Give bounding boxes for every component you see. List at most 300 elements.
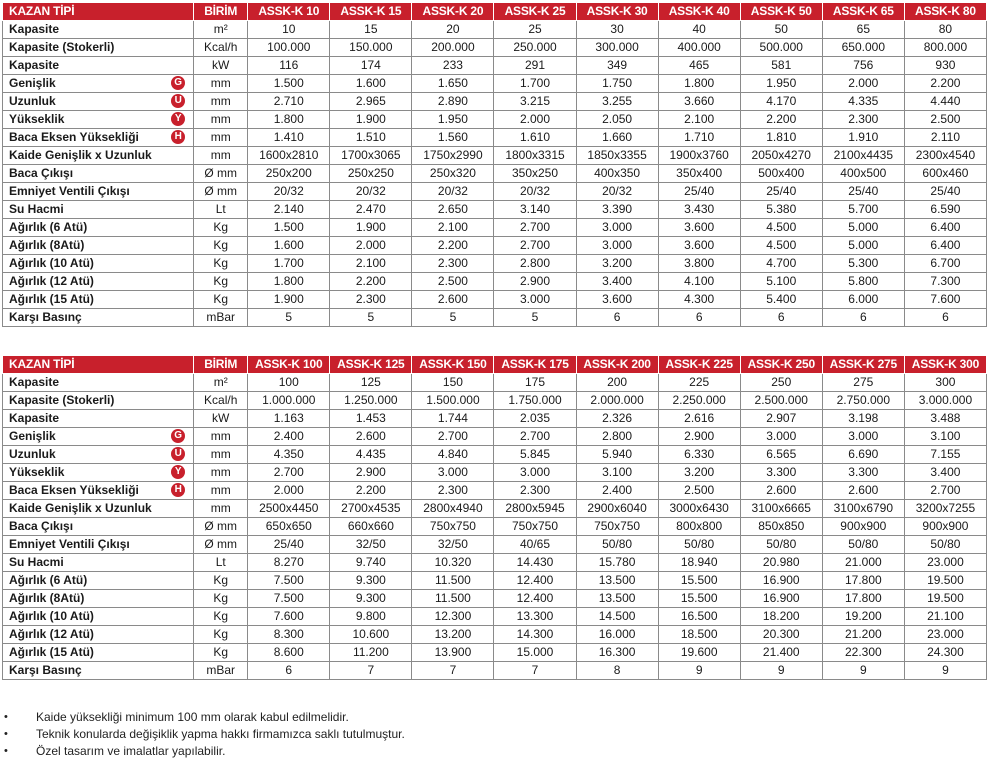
unit-cell: mm: [194, 111, 248, 129]
value-cell: 750x750: [412, 518, 494, 536]
value-cell: 5: [494, 309, 576, 327]
value-cell: 2.300: [412, 255, 494, 273]
value-cell: 30: [576, 21, 658, 39]
value-cell: 4.700: [740, 255, 822, 273]
value-cell: 2.750.000: [822, 392, 904, 410]
row-label-cell: [3, 237, 194, 255]
value-cell: 1600x2810: [248, 147, 330, 165]
value-cell: 1.500: [248, 219, 330, 237]
value-cell: 1.800: [658, 75, 740, 93]
value-cell: 3.100: [576, 464, 658, 482]
value-cell: 19.500: [904, 590, 986, 608]
value-cell: 3.000: [740, 428, 822, 446]
table-row: [3, 165, 987, 183]
unit-cell: mm: [194, 428, 248, 446]
value-cell: 2.616: [658, 410, 740, 428]
value-cell: 291: [494, 57, 576, 75]
header-model: ASSK-K 225: [658, 356, 740, 374]
value-cell: 600x460: [904, 165, 986, 183]
row-label-cell: [3, 255, 194, 273]
value-cell: 7: [412, 662, 494, 680]
value-cell: 4.435: [330, 446, 412, 464]
table-row: [3, 273, 987, 291]
table-row: [3, 309, 987, 327]
value-cell: 2.000: [494, 111, 576, 129]
value-cell: 6.000: [822, 291, 904, 309]
value-cell: 2.600: [330, 428, 412, 446]
table-row: [3, 237, 987, 255]
value-cell: 4.170: [740, 93, 822, 111]
header-model: ASSK-K 20: [412, 3, 494, 21]
value-cell: 2.050: [576, 111, 658, 129]
value-cell: 3.000.000: [904, 392, 986, 410]
value-cell: 65: [822, 21, 904, 39]
value-cell: 1.800: [248, 111, 330, 129]
dimension-badge-icon: U: [171, 94, 185, 108]
value-cell: 3.000: [412, 464, 494, 482]
header-model: ASSK-K 175: [494, 356, 576, 374]
unit-cell: mm: [194, 147, 248, 165]
value-cell: 3.600: [576, 291, 658, 309]
value-cell: 2.600: [412, 291, 494, 309]
value-cell: 23.000: [904, 554, 986, 572]
value-cell: 21.100: [904, 608, 986, 626]
value-cell: 200: [576, 374, 658, 392]
value-cell: 1.660: [576, 129, 658, 147]
value-cell: 1.600: [330, 75, 412, 93]
unit-cell: mm: [194, 129, 248, 147]
value-cell: 5: [412, 309, 494, 327]
value-cell: 50: [740, 21, 822, 39]
value-cell: 18.200: [740, 608, 822, 626]
value-cell: 1.810: [740, 129, 822, 147]
table-row: [3, 662, 987, 680]
value-cell: 17.800: [822, 590, 904, 608]
unit-cell: kW: [194, 410, 248, 428]
row-label: Ağırlık (10 Atü): [9, 256, 94, 270]
value-cell: 3100x6790: [822, 500, 904, 518]
value-cell: 11.500: [412, 572, 494, 590]
row-label-cell: [3, 374, 194, 392]
row-label: Kapasite: [9, 411, 60, 425]
header-model: ASSK-K 80: [904, 3, 986, 21]
row-label: Kapasite (Stokerli): [9, 40, 115, 54]
header-type: KAZAN TİPİ: [3, 3, 194, 21]
row-label: Kapasite: [9, 58, 60, 72]
value-cell: 6: [904, 309, 986, 327]
value-cell: 1.900: [330, 111, 412, 129]
dimension-badge-icon: G: [171, 76, 185, 90]
value-cell: 1.700: [248, 255, 330, 273]
footnote-item: [0, 743, 600, 760]
unit-cell: Lt: [194, 201, 248, 219]
value-cell: 6: [740, 309, 822, 327]
value-cell: 250: [740, 374, 822, 392]
value-cell: 3.200: [576, 255, 658, 273]
unit-cell: m²: [194, 374, 248, 392]
value-cell: 174: [330, 57, 412, 75]
value-cell: 7: [330, 662, 412, 680]
value-cell: 4.500: [740, 237, 822, 255]
table-row: [3, 392, 987, 410]
table-row: [3, 219, 987, 237]
unit-cell: mm: [194, 482, 248, 500]
value-cell: 2.100: [412, 219, 494, 237]
table-row: [3, 201, 987, 219]
value-cell: 1.750: [576, 75, 658, 93]
row-label: Kaide Genişlik x Uzunluk: [9, 148, 152, 162]
value-cell: 3.600: [658, 219, 740, 237]
value-cell: 6.330: [658, 446, 740, 464]
row-label: Ağırlık (15 Atü): [9, 292, 94, 306]
value-cell: 2700x4535: [330, 500, 412, 518]
table-row: [3, 536, 987, 554]
value-cell: 5: [330, 309, 412, 327]
value-cell: 24.300: [904, 644, 986, 662]
value-cell: 2.100: [330, 255, 412, 273]
table-row: [3, 147, 987, 165]
header-model: ASSK-K 15: [330, 3, 412, 21]
value-cell: 5.380: [740, 201, 822, 219]
row-label-cell: [3, 626, 194, 644]
value-cell: 2100x4435: [822, 147, 904, 165]
row-label-cell: [3, 662, 194, 680]
row-label-cell: [3, 518, 194, 536]
value-cell: 19.200: [822, 608, 904, 626]
value-cell: 50/80: [740, 536, 822, 554]
value-cell: 2.500: [658, 482, 740, 500]
row-label-cell: [3, 75, 194, 93]
table-row: [3, 464, 987, 482]
row-label: Kapasite: [9, 375, 60, 389]
value-cell: 2.470: [330, 201, 412, 219]
value-cell: 4.500: [740, 219, 822, 237]
footnote-item: [0, 709, 600, 726]
value-cell: 13.900: [412, 644, 494, 662]
value-cell: 250x320: [412, 165, 494, 183]
table-row: [3, 75, 987, 93]
table-row: [3, 428, 987, 446]
value-cell: 233: [412, 57, 494, 75]
table-row: [3, 608, 987, 626]
value-cell: 50/80: [904, 536, 986, 554]
value-cell: 9: [904, 662, 986, 680]
value-cell: 400.000: [658, 39, 740, 57]
value-cell: 50/80: [576, 536, 658, 554]
row-label-cell: [3, 201, 194, 219]
value-cell: 1.744: [412, 410, 494, 428]
value-cell: 2800x5945: [494, 500, 576, 518]
value-cell: 4.350: [248, 446, 330, 464]
value-cell: 2.500: [904, 111, 986, 129]
value-cell: 2.907: [740, 410, 822, 428]
value-cell: 22.300: [822, 644, 904, 662]
value-cell: 25: [494, 21, 576, 39]
value-cell: 32/50: [412, 536, 494, 554]
value-cell: 40: [658, 21, 740, 39]
value-cell: 500x400: [740, 165, 822, 183]
value-cell: 2.650: [412, 201, 494, 219]
value-cell: 10: [248, 21, 330, 39]
value-cell: 750x750: [494, 518, 576, 536]
value-cell: 2300x4540: [904, 147, 986, 165]
value-cell: 581: [740, 57, 822, 75]
value-cell: 12.400: [494, 590, 576, 608]
value-cell: 2900x6040: [576, 500, 658, 518]
unit-cell: Kg: [194, 608, 248, 626]
table-row: [3, 374, 987, 392]
value-cell: 6: [658, 309, 740, 327]
value-cell: 7.500: [248, 590, 330, 608]
value-cell: 1.500.000: [412, 392, 494, 410]
row-label: Uzunluk: [9, 94, 56, 108]
value-cell: 125: [330, 374, 412, 392]
value-cell: 40/65: [494, 536, 576, 554]
unit-cell: mm: [194, 75, 248, 93]
value-cell: 3.000: [494, 291, 576, 309]
header-model: ASSK-K 250: [740, 356, 822, 374]
unit-cell: Ø mm: [194, 183, 248, 201]
value-cell: 3.390: [576, 201, 658, 219]
value-cell: 3.000: [822, 428, 904, 446]
row-label: Emniyet Ventili Çıkışı: [9, 537, 130, 551]
row-label: Ağırlık (6 Atü): [9, 220, 88, 234]
value-cell: 2.200: [330, 482, 412, 500]
value-cell: 15.780: [576, 554, 658, 572]
value-cell: 250x200: [248, 165, 330, 183]
row-label-cell: [3, 219, 194, 237]
table-row: [3, 183, 987, 201]
value-cell: 1.950: [412, 111, 494, 129]
row-label-cell: [3, 410, 194, 428]
value-cell: 1900x3760: [658, 147, 740, 165]
table-header-row: [3, 3, 987, 21]
value-cell: 13.300: [494, 608, 576, 626]
value-cell: 2.700: [248, 464, 330, 482]
value-cell: 660x660: [330, 518, 412, 536]
row-label-cell: [3, 21, 194, 39]
row-label: Kapasite (Stokerli): [9, 393, 115, 407]
value-cell: 225: [658, 374, 740, 392]
footnote-text: Teknik konularda değişiklik yapma hakkı firmamızca saklı tutulmuştur.: [36, 727, 405, 741]
value-cell: 4.300: [658, 291, 740, 309]
value-cell: 23.000: [904, 626, 986, 644]
value-cell: 1.610: [494, 129, 576, 147]
row-label-cell: [3, 536, 194, 554]
header-model: ASSK-K 125: [330, 356, 412, 374]
value-cell: 3.255: [576, 93, 658, 111]
value-cell: 2.300: [494, 482, 576, 500]
row-label-cell: [3, 446, 194, 464]
row-label: Ağırlık (12 Atü): [9, 627, 94, 641]
value-cell: 1.000.000: [248, 392, 330, 410]
row-label-cell: [3, 57, 194, 75]
value-cell: 1.500: [248, 75, 330, 93]
header-unit: BİRİM: [194, 3, 248, 21]
value-cell: 20.980: [740, 554, 822, 572]
unit-cell: Kg: [194, 291, 248, 309]
value-cell: 14.430: [494, 554, 576, 572]
unit-cell: Kg: [194, 255, 248, 273]
value-cell: 650x650: [248, 518, 330, 536]
value-cell: 5.400: [740, 291, 822, 309]
value-cell: 1.560: [412, 129, 494, 147]
table-row: [3, 291, 987, 309]
value-cell: 20: [412, 21, 494, 39]
value-cell: 2.965: [330, 93, 412, 111]
value-cell: 4.440: [904, 93, 986, 111]
table-row: [3, 482, 987, 500]
value-cell: 5.000: [822, 237, 904, 255]
unit-cell: Kg: [194, 572, 248, 590]
value-cell: 6: [822, 309, 904, 327]
value-cell: 4.100: [658, 273, 740, 291]
row-label-cell: [3, 464, 194, 482]
value-cell: 12.300: [412, 608, 494, 626]
table-row: [3, 446, 987, 464]
row-label-cell: [3, 129, 194, 147]
unit-cell: Kcal/h: [194, 39, 248, 57]
unit-cell: Lt: [194, 554, 248, 572]
value-cell: 20.300: [740, 626, 822, 644]
row-label: Karşı Basınç: [9, 663, 82, 677]
value-cell: 50/80: [658, 536, 740, 554]
value-cell: 3.000: [576, 219, 658, 237]
value-cell: 6.700: [904, 255, 986, 273]
table-row: [3, 554, 987, 572]
value-cell: 2.800: [576, 428, 658, 446]
value-cell: 3.660: [658, 93, 740, 111]
value-cell: 5.800: [822, 273, 904, 291]
value-cell: 2500x4450: [248, 500, 330, 518]
value-cell: 1.600: [248, 237, 330, 255]
row-label: Ağırlık (6 Atü): [9, 573, 88, 587]
value-cell: 3.300: [740, 464, 822, 482]
value-cell: 8.270: [248, 554, 330, 572]
table-row: [3, 111, 987, 129]
value-cell: 2.500: [412, 273, 494, 291]
value-cell: 1.163: [248, 410, 330, 428]
value-cell: 2.700: [494, 428, 576, 446]
footnotes: [0, 709, 600, 760]
row-label-cell: [3, 93, 194, 111]
value-cell: 100.000: [248, 39, 330, 57]
value-cell: 100: [248, 374, 330, 392]
value-cell: 1.900: [330, 219, 412, 237]
row-label: Su Hacmi: [9, 555, 64, 569]
value-cell: 3.100: [904, 428, 986, 446]
value-cell: 3.300: [822, 464, 904, 482]
value-cell: 11.200: [330, 644, 412, 662]
value-cell: 20/32: [412, 183, 494, 201]
value-cell: 2.140: [248, 201, 330, 219]
table-row: [3, 255, 987, 273]
value-cell: 13.500: [576, 590, 658, 608]
footnote-text: Kaide yüksekliği minimum 100 mm olarak kabul edilmelidir.: [36, 710, 349, 724]
value-cell: 2.600: [822, 482, 904, 500]
unit-cell: mm: [194, 446, 248, 464]
table-row: [3, 644, 987, 662]
table-row: [3, 57, 987, 75]
value-cell: 7.155: [904, 446, 986, 464]
value-cell: 750x750: [576, 518, 658, 536]
dimension-badge-icon: Y: [171, 465, 185, 479]
row-label: Ağırlık (8Atü): [9, 591, 85, 605]
value-cell: 5: [248, 309, 330, 327]
value-cell: 6.590: [904, 201, 986, 219]
value-cell: 2.700: [494, 219, 576, 237]
value-cell: 9.300: [330, 572, 412, 590]
value-cell: 6.690: [822, 446, 904, 464]
value-cell: 14.300: [494, 626, 576, 644]
value-cell: 300: [904, 374, 986, 392]
value-cell: 5.100: [740, 273, 822, 291]
row-label: Ağırlık (12 Atü): [9, 274, 94, 288]
value-cell: 2.000: [248, 482, 330, 500]
value-cell: 2.035: [494, 410, 576, 428]
value-cell: 2.900: [494, 273, 576, 291]
value-cell: 2.400: [576, 482, 658, 500]
value-cell: 20/32: [248, 183, 330, 201]
value-cell: 10.600: [330, 626, 412, 644]
header-model: ASSK-K 275: [822, 356, 904, 374]
value-cell: 2.000: [330, 237, 412, 255]
value-cell: 16.300: [576, 644, 658, 662]
value-cell: 650.000: [822, 39, 904, 57]
table-row: [3, 39, 987, 57]
value-cell: 21.200: [822, 626, 904, 644]
spec-table-1: [2, 2, 987, 327]
header-model: ASSK-K 200: [576, 356, 658, 374]
value-cell: 2.200: [904, 75, 986, 93]
value-cell: 20/32: [494, 183, 576, 201]
value-cell: 1.510: [330, 129, 412, 147]
value-cell: 150.000: [330, 39, 412, 57]
table-row: [3, 410, 987, 428]
value-cell: 250.000: [494, 39, 576, 57]
value-cell: 3200x7255: [904, 500, 986, 518]
row-label: Kaide Genişlik x Uzunluk: [9, 501, 152, 515]
value-cell: 12.400: [494, 572, 576, 590]
row-label: Ağırlık (15 Atü): [9, 645, 94, 659]
value-cell: 13.500: [576, 572, 658, 590]
value-cell: 930: [904, 57, 986, 75]
value-cell: 1850x3355: [576, 147, 658, 165]
value-cell: 2.300: [412, 482, 494, 500]
value-cell: 1.800: [248, 273, 330, 291]
bullet-icon: •: [4, 711, 8, 723]
unit-cell: Kg: [194, 219, 248, 237]
value-cell: 175: [494, 374, 576, 392]
row-label: Su Hacmi: [9, 202, 64, 216]
table-header-row: [3, 356, 987, 374]
value-cell: 9.800: [330, 608, 412, 626]
value-cell: 25/40: [822, 183, 904, 201]
unit-cell: Kg: [194, 626, 248, 644]
value-cell: 3.488: [904, 410, 986, 428]
value-cell: 3.000: [494, 464, 576, 482]
value-cell: 1700x3065: [330, 147, 412, 165]
row-label-cell: [3, 291, 194, 309]
row-label-cell: [3, 500, 194, 518]
value-cell: 19.600: [658, 644, 740, 662]
value-cell: 3.198: [822, 410, 904, 428]
value-cell: 1.900: [248, 291, 330, 309]
row-label-cell: [3, 392, 194, 410]
row-label: Kapasite: [9, 22, 60, 36]
row-label: Baca Eksen Yüksekliği: [9, 130, 139, 144]
value-cell: 6.400: [904, 219, 986, 237]
